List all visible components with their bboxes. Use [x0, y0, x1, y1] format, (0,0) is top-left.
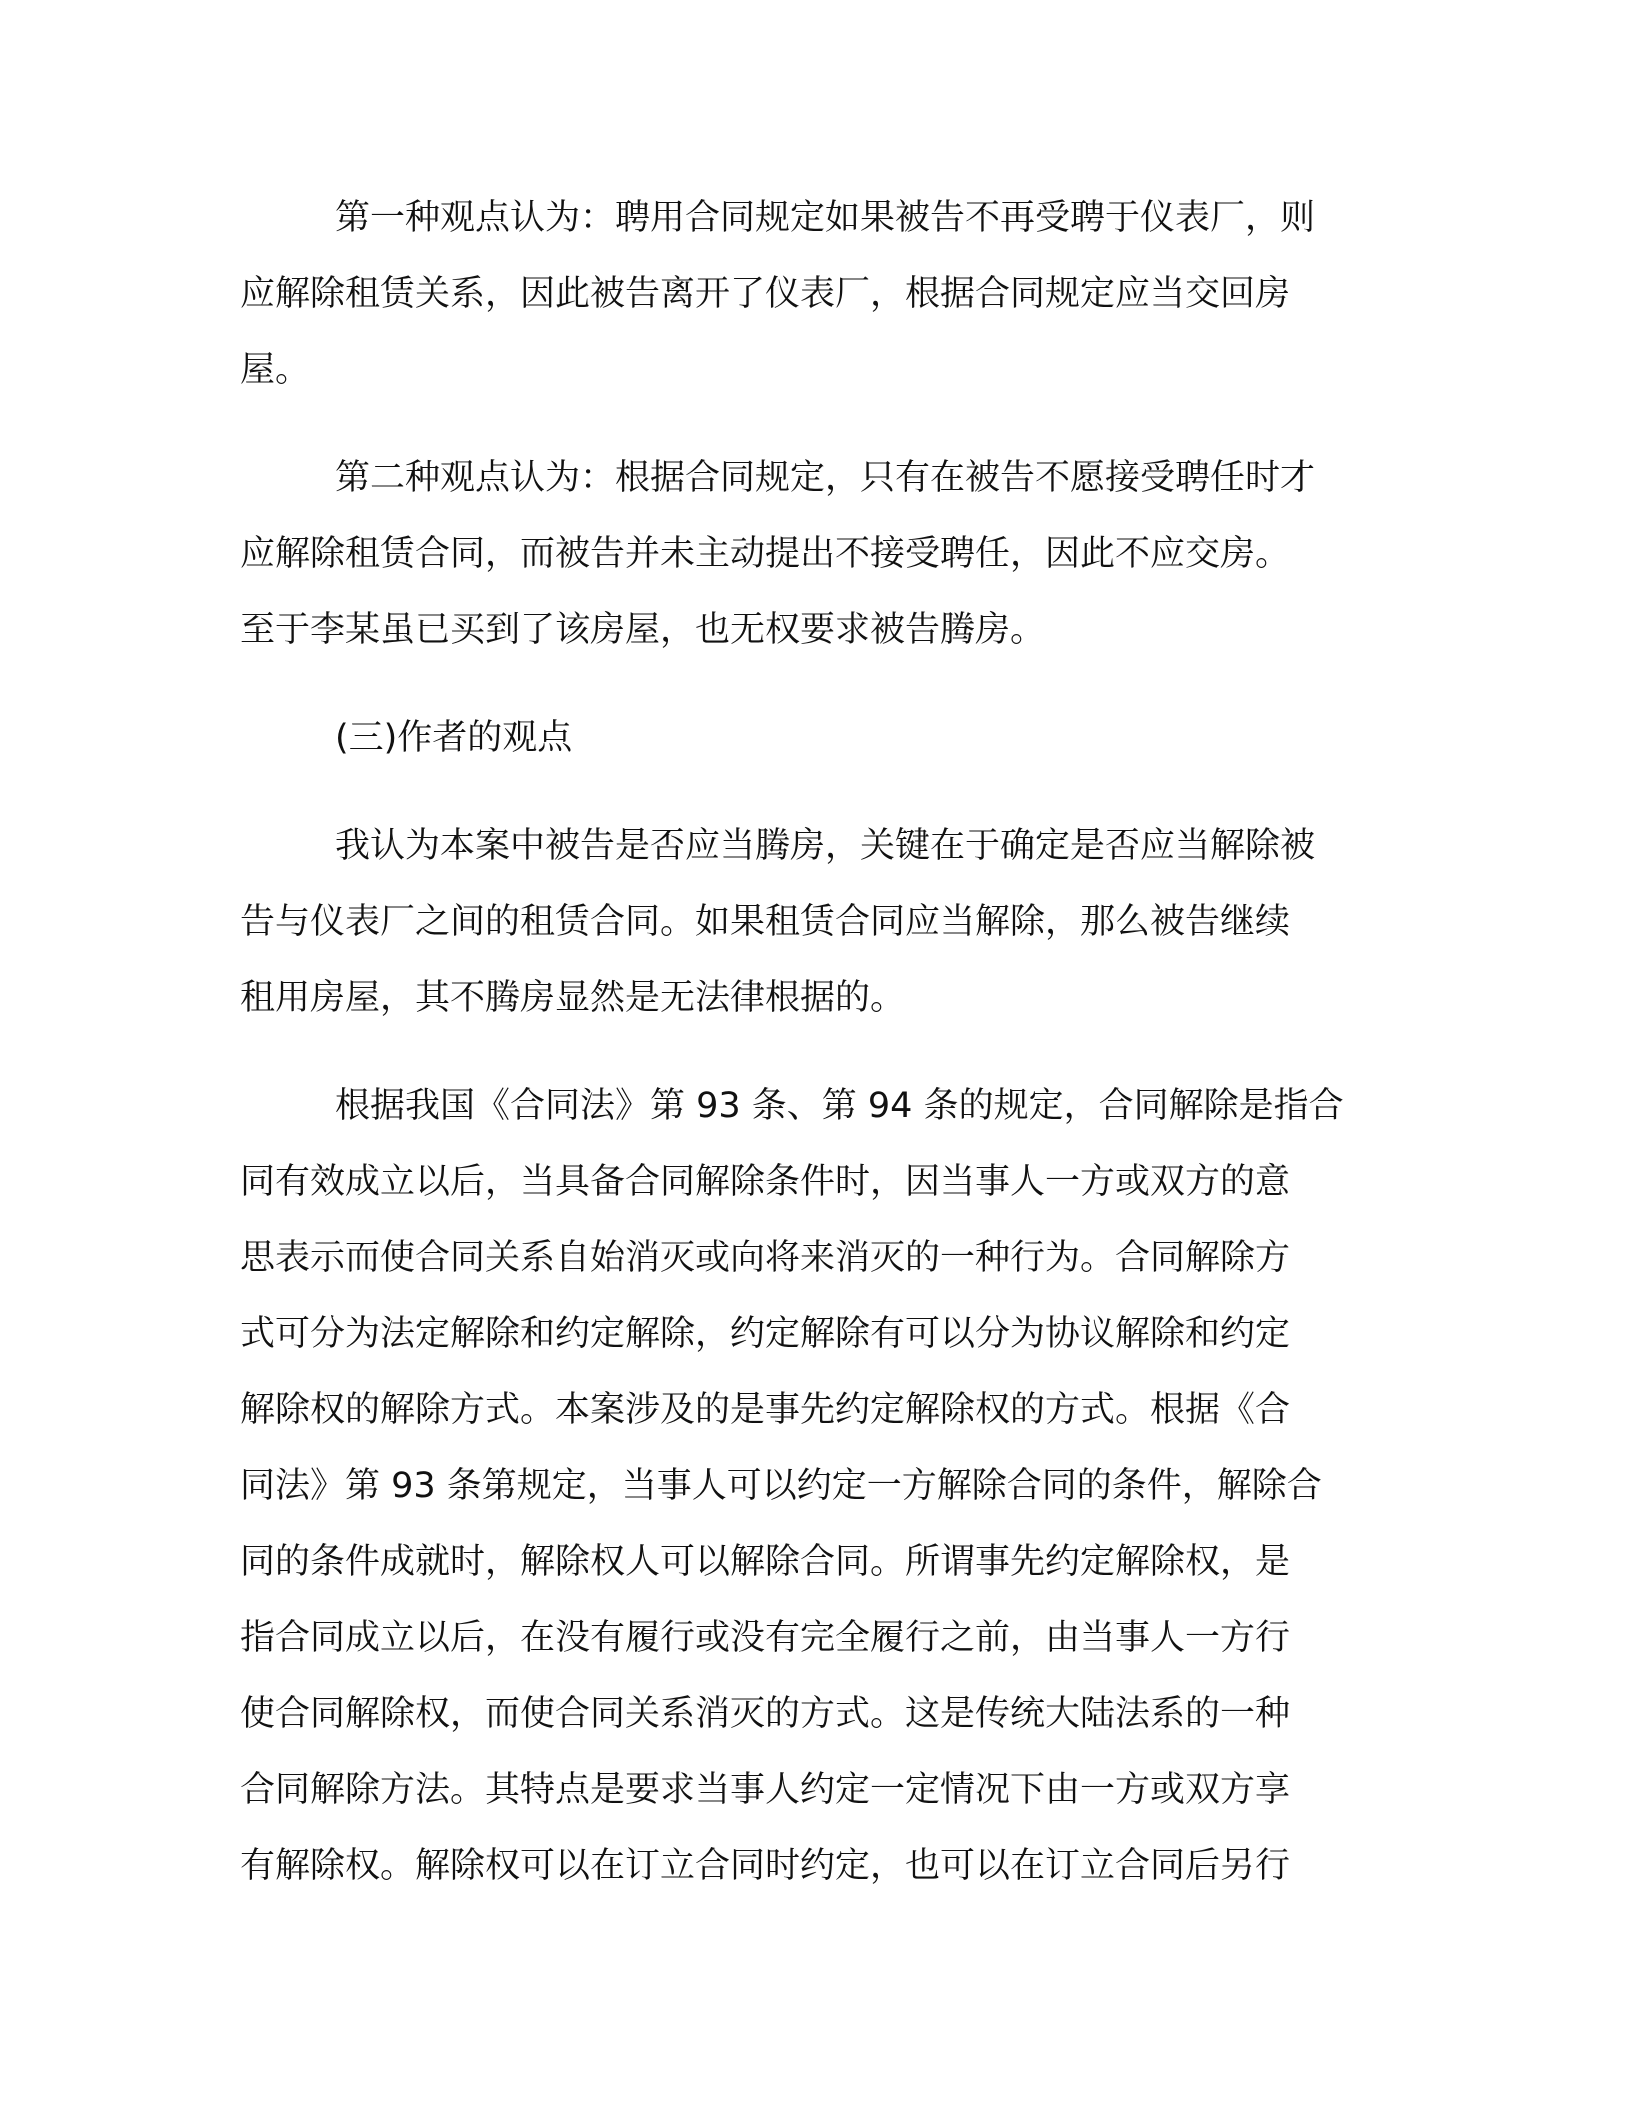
text-line: 应解除租赁关系，因此被告离开了仪表厂，根据合同规定应当交回房: [240, 274, 1291, 314]
text-line: 告与仪表厂之间的租赁合同。如果租赁合同应当解除，那么被告继续: [240, 902, 1291, 942]
text-line: 屋。: [240, 350, 311, 390]
paragraph-view-two: [240, 440, 1390, 668]
document-page: [240, 180, 1390, 1936]
text-line: 第一种观点认为：聘用合同规定如果被告不再受聘于仪表厂，则: [335, 198, 1316, 238]
text-line: 合同解除方法。其特点是要求当事人约定一定情况下由一方或双方享: [240, 1770, 1291, 1810]
text-line: 租用房屋，其不腾房显然是无法律根据的。: [240, 978, 906, 1018]
heading-text: (三)作者的观点: [335, 718, 573, 758]
text-line: 应解除租赁合同，而被告并未主动提出不接受聘任，因此不应交房。: [240, 534, 1291, 574]
section-heading: [240, 700, 1390, 776]
text-line: 同有效成立以后，当具备合同解除条件时，因当事人一方或双方的意: [240, 1162, 1291, 1202]
text-line: 式可分为法定解除和约定解除，约定解除有可以分为协议解除和约定: [240, 1314, 1291, 1354]
text-line: 根据我国《合同法》第 93 条、第 94 条的规定，合同解除是指合: [335, 1086, 1344, 1126]
text-line: 同法》第 93 条第规定，当事人可以约定一方解除合同的条件，解除合: [240, 1466, 1322, 1506]
paragraph-contract-law: [240, 1068, 1390, 1904]
text-line: 指合同成立以后，在没有履行或没有完全履行之前，由当事人一方行: [240, 1618, 1291, 1658]
text-line: 同的条件成就时，解除权人可以解除合同。所谓事先约定解除权，是: [240, 1542, 1291, 1582]
paragraph-view-one: [240, 180, 1390, 408]
text-line: 我认为本案中被告是否应当腾房，关键在于确定是否应当解除被: [335, 826, 1316, 866]
text-line: 思表示而使合同关系自始消灭或向将来消灭的一种行为。合同解除方: [240, 1238, 1291, 1278]
text-line: 第二种观点认为：根据合同规定，只有在被告不愿接受聘任时才: [335, 458, 1316, 498]
text-line: 解除权的解除方式。本案涉及的是事先约定解除权的方式。根据《合: [240, 1390, 1291, 1430]
paragraph-author-opinion: [240, 808, 1390, 1036]
text-line: 至于李某虽已买到了该房屋，也无权要求被告腾房。: [240, 610, 1046, 650]
text-line: 有解除权。解除权可以在订立合同时约定，也可以在订立合同后另行: [240, 1846, 1291, 1886]
text-line: 使合同解除权，而使合同关系消灭的方式。这是传统大陆法系的一种: [240, 1694, 1291, 1734]
